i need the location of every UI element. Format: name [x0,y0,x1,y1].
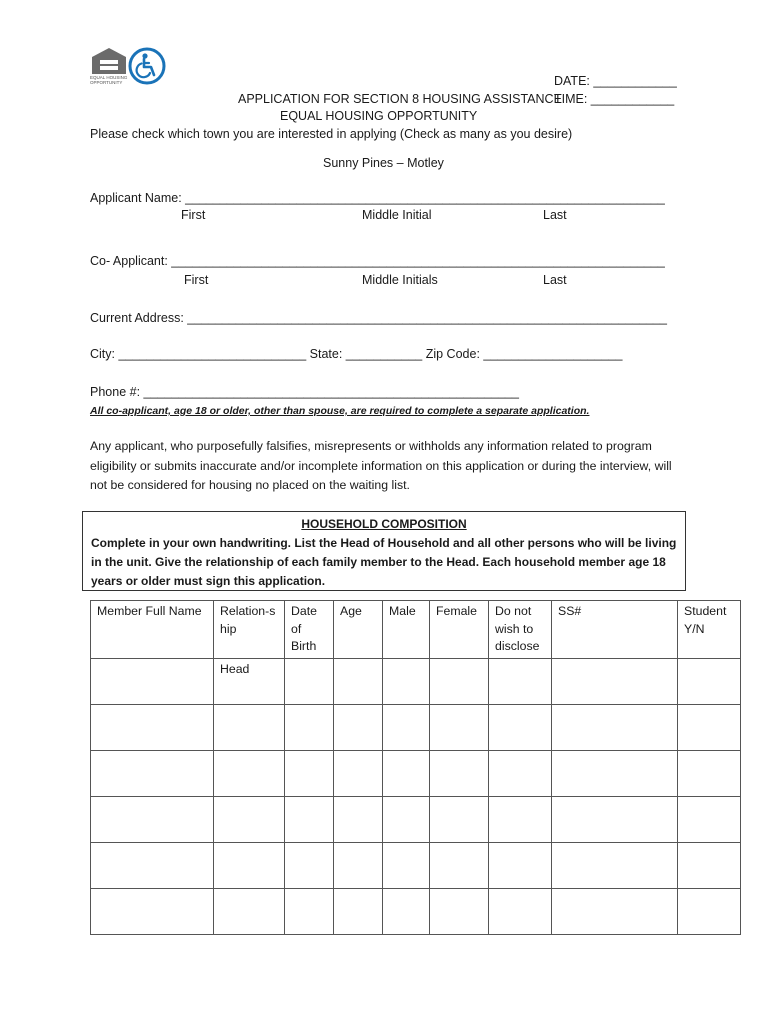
disclaimer-paragraph: Any applicant, who purposefully falsifies, misrepresents or withholds any information related to program eligibility or submits inaccurate and/or incomplete information on this application or during the interview, will not be considered for housing no placed on the waiting list. [90,439,672,492]
table-row [91,842,741,888]
member-name-cell[interactable] [91,888,214,934]
column-header-do-not-disclose: Do not wish to disclose [489,601,552,659]
column-header-student: Student Y/N [678,601,741,659]
relationship-cell[interactable] [214,704,285,750]
equal-housing-logo [90,47,128,89]
member-name-cell[interactable] [91,750,214,796]
do-not-disclose-cell[interactable] [489,658,552,704]
age-cell[interactable] [334,888,383,934]
student-cell[interactable] [678,796,741,842]
date-of-birth-cell[interactable] [285,842,334,888]
date-of-birth-cell[interactable] [285,796,334,842]
coapplicant-middle-label: Middle Initials [362,273,438,287]
date-field[interactable]: DATE: ____________ [554,74,677,88]
form-title: APPLICATION FOR SECTION 8 HOUSING ASSISTANCE [238,92,562,106]
male-cell[interactable] [383,796,430,842]
relationship-cell[interactable] [214,750,285,796]
male-cell[interactable] [383,842,430,888]
member-name-cell[interactable] [91,796,214,842]
ssn-cell[interactable] [552,704,678,750]
date-of-birth-cell[interactable] [285,750,334,796]
male-cell[interactable] [383,888,430,934]
table-row [91,750,741,796]
member-name-cell[interactable] [91,704,214,750]
age-cell[interactable] [334,842,383,888]
coapplicant-name-field[interactable]: Co- Applicant: _______________________________________________________________________ [90,254,665,268]
table-row [91,888,741,934]
female-cell[interactable] [430,796,489,842]
member-name-cell[interactable] [91,658,214,704]
female-cell[interactable] [430,750,489,796]
applicant-first-label: First [181,208,206,222]
date-of-birth-cell[interactable] [285,658,334,704]
male-cell[interactable] [383,658,430,704]
student-cell[interactable] [678,704,741,750]
table-row [91,658,741,704]
ssn-cell[interactable] [552,796,678,842]
table-row [91,796,741,842]
female-cell[interactable] [430,658,489,704]
do-not-disclose-cell[interactable] [489,842,552,888]
column-header-female: Female [430,601,489,659]
household-composition-instructions: Complete in your own handwriting. List the Head of Household and all other persons who will be living in the unit. Give the relationship of each family member to the Head. Each household member age 18 years or older must sign this application. [91,536,677,588]
equal-housing-logo-text: EQUAL HOUSING OPPORTUNITY [90,75,128,85]
do-not-disclose-cell[interactable] [489,888,552,934]
age-cell[interactable] [334,704,383,750]
male-cell[interactable] [383,750,430,796]
do-not-disclose-cell[interactable] [489,704,552,750]
equal-housing-house-icon [90,47,128,75]
column-header-ssn: SS# [552,601,678,659]
applicant-middle-label: Middle Initial [362,208,432,222]
coapplicant-note: All co-applicant, age 18 or older, other than spouse, are required to complete a separate application. [90,405,590,417]
relationship-cell[interactable] [214,842,285,888]
table-row [91,704,741,750]
phone-field[interactable]: Phone #: ______________________________________________________ [90,385,519,399]
female-cell[interactable] [430,842,489,888]
student-cell[interactable] [678,750,741,796]
relationship-cell[interactable]: Head [214,658,285,704]
ssn-cell[interactable] [552,658,678,704]
member-name-cell[interactable] [91,842,214,888]
relationship-cell[interactable] [214,888,285,934]
student-cell[interactable] [678,888,741,934]
applicant-last-label: Last [543,208,567,222]
date-of-birth-cell[interactable] [285,888,334,934]
time-field[interactable]: TIME: ____________ [554,92,675,106]
ssn-cell[interactable] [552,750,678,796]
male-cell[interactable] [383,704,430,750]
do-not-disclose-cell[interactable] [489,796,552,842]
form-subtitle: EQUAL HOUSING OPPORTUNITY [280,109,478,123]
do-not-disclose-cell[interactable] [489,750,552,796]
household-table [90,600,741,935]
coapplicant-first-label: First [184,273,209,287]
household-composition-title: HOUSEHOLD COMPOSITION [301,517,467,531]
city-state-zip-field[interactable]: City: ___________________________ State: ___________ Zip Code: ____________________ [90,347,623,361]
female-cell[interactable] [430,888,489,934]
date-of-birth-cell[interactable] [285,704,334,750]
current-address-field[interactable]: Current Address: _____________________________________________________________________ [90,311,667,325]
column-header-member-name: Member Full Name [91,601,214,659]
town-instruction: Please check which town you are interested in applying (Check as many as you desire) [90,127,573,141]
town-option[interactable]: Sunny Pines – Motley [323,156,444,170]
student-cell[interactable] [678,658,741,704]
household-composition-box [82,511,686,591]
age-cell[interactable] [334,750,383,796]
wheelchair-accessibility-icon [128,47,166,85]
ssn-cell[interactable] [552,888,678,934]
age-cell[interactable] [334,796,383,842]
coapplicant-last-label: Last [543,273,567,287]
relationship-cell[interactable] [214,796,285,842]
wheelchair-accessibility-logo [128,47,166,85]
column-header-male: Male [383,601,430,659]
female-cell[interactable] [430,704,489,750]
age-cell[interactable] [334,658,383,704]
relationship-header-text: Relation-ship [220,604,276,636]
column-header-relationship [214,601,285,659]
column-header-date-of-birth: Date of Birth [285,601,334,659]
student-cell[interactable] [678,842,741,888]
column-header-age: Age [334,601,383,659]
applicant-name-field[interactable]: Applicant Name: _____________________________________________________________________ [90,191,665,205]
ssn-cell[interactable] [552,842,678,888]
household-table-header [91,601,741,659]
